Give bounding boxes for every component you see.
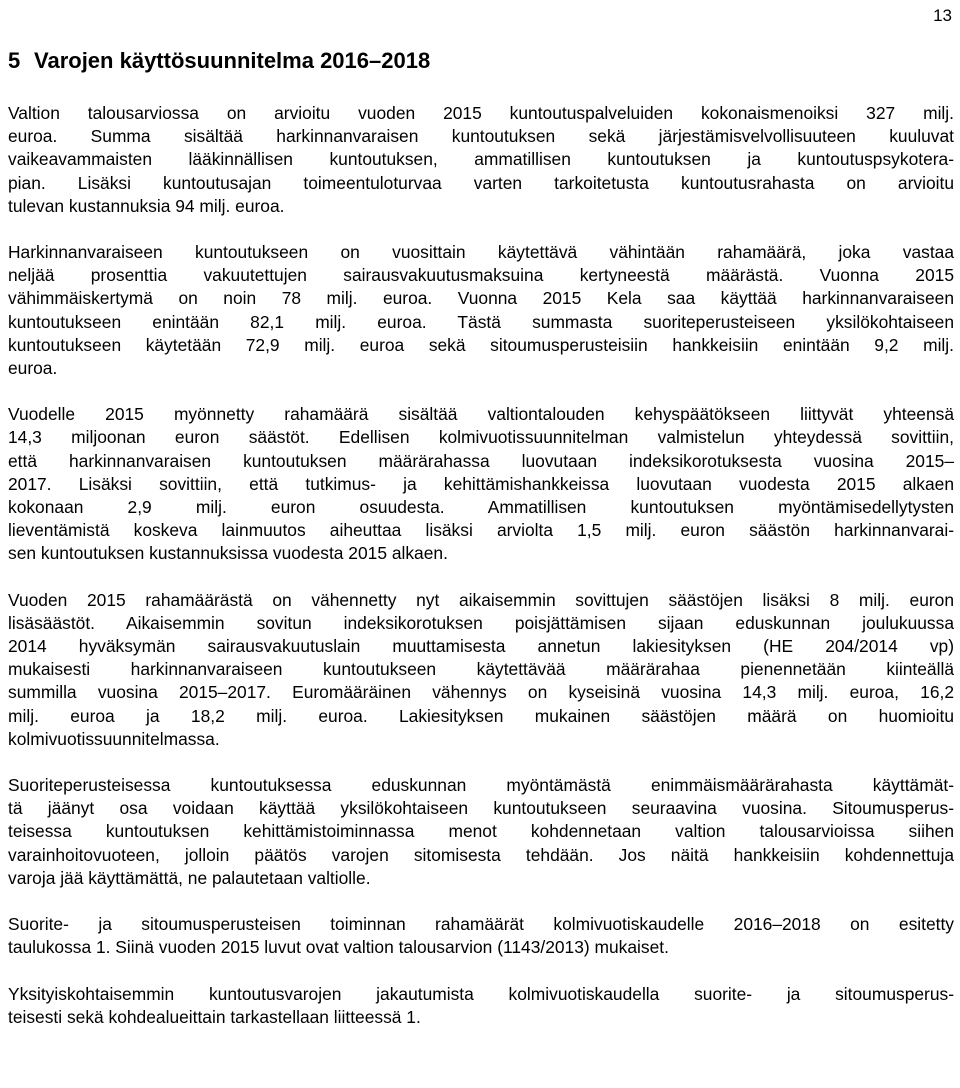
text-line: teisesti sekä kohdealueittain tarkastellaan liitteessä 1. <box>8 1006 421 1027</box>
text-line: lieventämistä koskeva lainmuutos aiheuttaa lisäksi arviolta 1,5 milj. euron säästön harkinnanvarai- <box>8 520 954 541</box>
text-line: kolmivuotissuunnitelmassa. <box>8 728 220 749</box>
text-line: Yksityiskohtaisemmin kuntoutusvarojen jakautumista kolmivuotiskaudella suorite- ja sitoumusperus- <box>8 983 954 1004</box>
text-line: Suoriteperusteisessa kuntoutuksessa eduskunnan myöntämästä enimmäismäärärahasta käyttämät- <box>8 775 954 796</box>
text-line: taulukossa 1. Siinä vuoden 2015 luvut ovat valtion talousarvion (1143/2013) mukaiset. <box>8 937 669 958</box>
text-line: mukaisesti harkinnanvaraiseen kuntoutukseen käytettävää määrärahaa pienennetään kiinteällä <box>8 659 954 680</box>
text-line: kokonaan 2,9 milj. euron osuudesta. Ammatillisen kuntoutuksen myöntämisedellytysten <box>8 497 954 518</box>
text-line: tulevan kustannuksia 94 milj. euroa. <box>8 195 285 216</box>
text-line: kuntoutukseen käytetään 72,9 milj. euroa sekä sitoumusperusteisiin hankkeisiin enintään 9,2 milj. <box>8 334 954 355</box>
text-line: Vuoden 2015 rahamäärästä on vähennetty nyt aikaisemmin sovittujen säästöjen lisäksi 8 milj. euron <box>8 589 954 610</box>
page-number: 13 <box>933 6 952 25</box>
text-line: lisäsäästöt. Aikaisemmin sovitun indeksikorotuksen poisjättämisen sijaan eduskunnan joulukuussa <box>8 612 954 633</box>
document-body <box>8 102 954 1029</box>
text-line: kuntoutukseen enintään 82,1 milj. euroa. Tästä summasta suoriteperusteiseen yksilökohtaiseen <box>8 311 954 332</box>
text-line: euroa. <box>8 358 58 379</box>
text-line: varainhoitovuoteen, jolloin päätös varojen sitomisesta tehdään. Jos näitä hankkeisiin kohdennettuja <box>8 844 954 865</box>
text-line: että harkinnanvaraisen kuntoutuksen määrärahassa luovutaan indeksikorotuksesta vuosina 2015– <box>8 450 954 471</box>
text-line: tä jäänyt osa voidaan käyttää yksilökohtaiseen kuntoutukseen seuraavina vuosina. Sitoumusperus- <box>8 798 954 819</box>
paragraph-6 <box>8 913 954 959</box>
paragraph-1 <box>8 102 954 218</box>
text-line: varoja jää käyttämättä, ne palautetaan valtiolle. <box>8 867 371 888</box>
paragraph-5 <box>8 774 954 890</box>
text-line: neljää prosenttia vakuutettujen sairausvakuutusmaksuina kertyneestä määrästä. Vuonna 2015 <box>8 265 954 286</box>
text-line: Harkinnanvaraiseen kuntoutukseen on vuosittain käytettävä vähintään rahamäärä, joka vastaa <box>8 242 954 263</box>
text-line: teisessa kuntoutuksen kehittämistoiminnassa menot kohdennetaan valtion talousarvioissa siihen <box>8 821 954 842</box>
paragraph-7 <box>8 983 954 1029</box>
text-line: Valtion talousarviossa on arvioitu vuoden 2015 kuntoutuspalveluiden kokonaismenoiksi 327 milj. <box>8 103 954 123</box>
text-line: milj. euroa ja 18,2 milj. euroa. Lakiesityksen mukainen säästöjen määrä on huomioitu <box>8 705 954 726</box>
section-title: Varojen käyttösuunnitelma 2016–2018 <box>34 48 431 73</box>
text-line: sen kuntoutuksen kustannuksissa vuodesta 2015 alkaen. <box>8 543 448 564</box>
text-line: summilla vuosina 2015–2017. Euromääräinen vähennys on kyseisinä vuosina 14,3 milj. euroa, 16,2 <box>8 682 954 703</box>
text-line: 2017. Lisäksi sovittiin, että tutkimus- ja kehittämishankkeissa luovutaan vuodesta 2015 alkaen <box>8 473 954 494</box>
text-line: vähimmäiskertymä on noin 78 milj. euroa. Vuonna 2015 Kela saa käyttää harkinnanvaraiseen <box>8 288 954 309</box>
text-line: Suorite- ja sitoumusperusteisen toiminnan rahamäärät kolmivuotiskaudelle 2016–2018 on esitetty <box>8 914 954 935</box>
text-line: vaikeavammaisten lääkinnällisen kuntoutuksen, ammatillisen kuntoutuksen ja kuntoutuspsykotera- <box>8 149 954 170</box>
section-heading <box>8 47 430 75</box>
text-line: Vuodelle 2015 myönnetty rahamäärä sisältää valtiontalouden kehyspäätökseen liittyvät yhteensä <box>8 404 954 425</box>
text-line: 2014 hyväksymän sairausvakuutuslain muuttamisesta annetun lakiesityksen (HE 204/2014 vp) <box>8 636 954 657</box>
paragraph-2 <box>8 241 954 380</box>
text-line: 14,3 miljoonan euron säästöt. Edellisen kolmivuotissuunnitelman valmistelun yhteydessä sovittiin, <box>8 427 954 448</box>
section-number: 5 <box>8 48 21 73</box>
text-line: euroa. Summa sisältää harkinnanvaraisen kuntoutuksen sekä järjestämisvelvollisuuteen kuuluvat <box>8 126 954 147</box>
text-line: pian. Lisäksi kuntoutusajan toimeentuloturvaa varten tarkoitetusta kuntoutusrahasta on arvioitu <box>8 172 954 193</box>
paragraph-4 <box>8 589 954 751</box>
paragraph-3 <box>8 403 954 565</box>
